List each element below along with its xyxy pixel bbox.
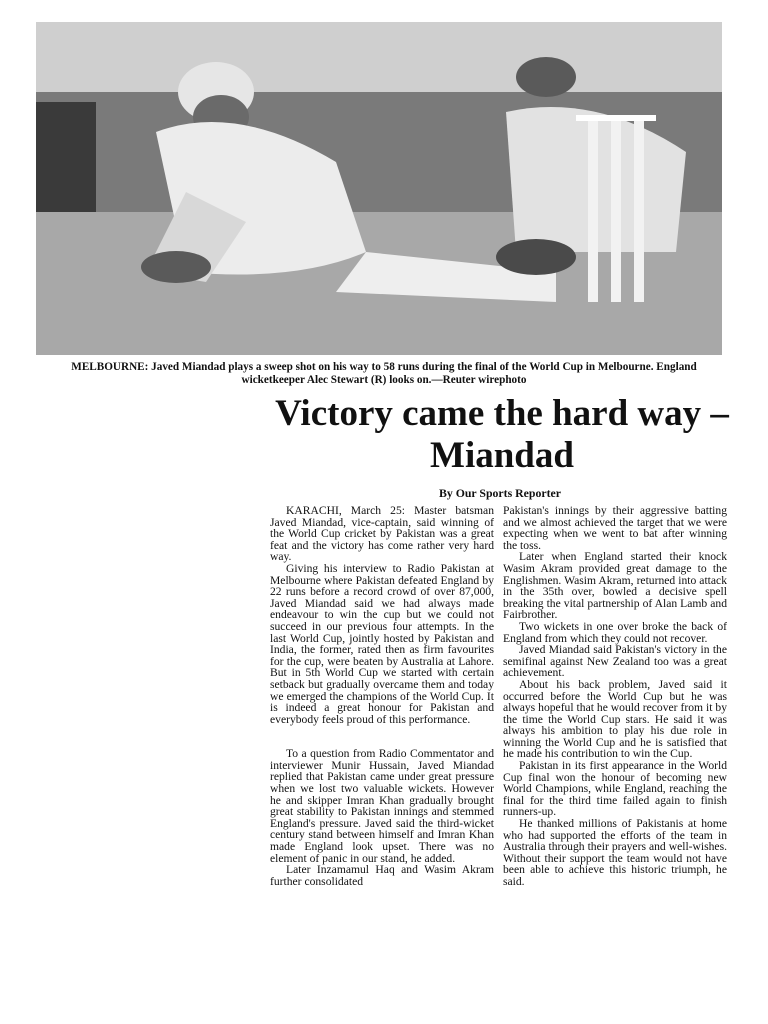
paragraph: Two wickets in one over broke the back of England from which they could not recover. [503,619,727,645]
paragraph: Javed Miandad said Pakistan's victory in the semifinal against New Zealand too was a great achievement. [503,643,727,680]
news-photo [36,22,722,355]
paragraph: He thanked millions of Pakistanis at home who had supported the efforts of the team in Australia through their prayers and well-wishes. Without their support the team would not have been able to achieve this historic triumph, he said. [503,817,727,888]
article-headline: Victory came the hard way – Miandad [275,393,729,476]
paragraph: Pakistan in its first appearance in the World Cup final won the honour of becoming new World Champions, while England, reaching the final for the third time failed again to finish runners-up. [503,759,727,819]
article-column-right [503,505,727,888]
paragraph: Giving his interview to Radio Pakistan at Melbourne where Pakistan defeated England by 22 runs before a record crowd of over 87,000, Javed Miandad said we had always made endeavour to win the cup but we could not succeed in our previous four attempts. In the last World Cup, jointly hosted by Pakistan and India, the former, rated then as firm favourites for the cup, were beaten by Australia at Lahore. But in 5th World Cup we started with certain setback but gradually overcame them and today we emerged the champions of the World Cup. It is indeed a great honour for Pakistan and everybody feels proud of this performance. [270,561,494,726]
paragraph: To a question from Radio Commentator and interviewer Munir Hussain, Javed Miandad replied that Pakistan came under great pressure when we lost two valuable wickets. However he and skipper Imran Khan gradually brought great stability to Pakistan innings and stemmed England's pressure. Javed said the third-wicket century stand between himself and Imran Khan made England look upset. There was no element of panic in our stand, he added. [270,747,494,865]
paragraph: Later when England started their knock Wasim Akram provided great damage to the Englishmen. Wasim Akram, returned into attack in the 35th over, bowled a decisive spell breaking the vital partnership of Alan Lamb and Fairbrother. [503,550,727,622]
article-column-left [270,505,494,887]
photo-caption: MELBOURNE: Javed Miandad plays a sweep shot on his way to 58 runs during the final of the World Cup in Melbourne. England wicketkeeper Alec Stewart (R) looks on.—Reuter wirephoto [71,361,697,387]
paragraph: Pakistan's innings by their aggressive batting and we almost achieved the target that we were expecting when we went to bat after winning the toss. [503,504,727,552]
paragraph: About his back problem, Javed said it occurred before the World Cup but he was always hopeful that he would recover from it by the time the World Cup stars. He said it was always his ambition to play his due role in winning the World Cup and he is satisfied that he made his contribution to win the Cup. [503,677,727,761]
paragraph: Later Inzamamul Haq and Wasim Akram further consolidated [270,863,494,888]
paragraph: KARACHI, March 25: Master batsman Javed Miandad, vice-captain, said winning of the World Cup cricket by Pakistan was a great feat and the victory has come rather very hard way. [270,504,494,564]
article-byline: By Our Sports Reporter [438,486,561,500]
